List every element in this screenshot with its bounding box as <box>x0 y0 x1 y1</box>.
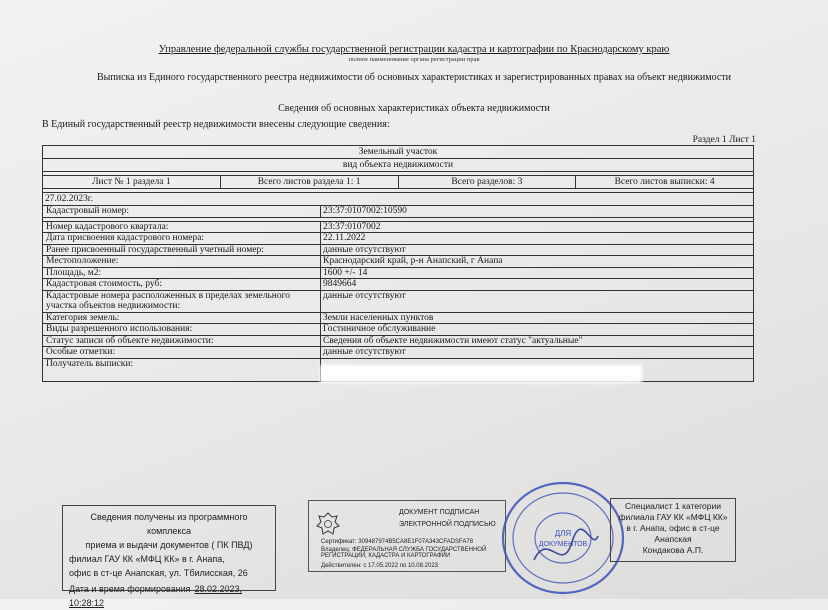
sheet-count-total: Всего листов выписки: 4 <box>614 177 715 187</box>
detail-label: Виды разрешенного использования: <box>43 324 321 335</box>
signature-line: ДОКУМЕНТ ПОДПИСАН <box>399 509 480 516</box>
certificate-number: Сертификат: 309487974B5CA8E1F07A343CFADSFA78 <box>321 539 474 545</box>
detail-label: Номер кадастрового квартала: <box>43 222 321 233</box>
specialist-line: филиала ГАУ КК «МФЦ КК» <box>618 512 728 522</box>
detail-row <box>43 268 753 280</box>
detail-value: данные отсутствуют <box>323 290 406 301</box>
specialist-name: Кондакова А.П. <box>642 545 704 555</box>
stamp-text-bottom: ДОКУМЕНТОВ <box>538 541 588 548</box>
sheet-count-section: Всего листов раздела 1: 1 <box>221 176 399 188</box>
detail-row <box>43 347 753 359</box>
object-kind: Земельный участок <box>358 147 438 157</box>
certificate-owner: Владелец: ФЕДЕРАЛЬНАЯ СЛУЖБА ГОСУДАРСТВЕННОЙ РЕГИСТРАЦИИ, КАДАСТРА И КАРТОГРАФИИ <box>321 547 487 559</box>
formation-date <box>69 582 269 610</box>
agency-title: Управление федеральной службы государственной регистрации кадастра и картографии по Краснодарскому краю <box>158 44 670 55</box>
detail-value: Краснодарский край, р-н Анапский, г Анапа <box>323 256 503 266</box>
detail-row <box>43 279 753 291</box>
detail-value: данные отсутствуют <box>323 347 406 357</box>
detail-row <box>43 291 753 313</box>
sheet-info-row <box>43 176 753 189</box>
source-line: офис в ст-це Анапская, ул. Тбилисская, 26 <box>69 568 248 578</box>
sheet-number: Лист № 1 раздела 1 <box>43 176 221 188</box>
detail-row <box>43 256 753 268</box>
detail-label: Статус записи об объекте недвижимости: <box>43 336 321 347</box>
round-stamp <box>500 480 626 596</box>
specialist-line: Специалист 1 категории <box>625 501 721 511</box>
emblem-icon <box>315 511 341 539</box>
page-reference: Раздел 1 Лист 1 <box>692 135 756 145</box>
detail-value: Гостиничное обслуживание <box>323 324 436 334</box>
detail-row <box>43 222 753 234</box>
specialist-line: в г. Анапа, офис в ст-це <box>626 523 720 533</box>
detail-value: 9849664 <box>323 279 357 289</box>
formation-date-label: Дата и время формирования <box>69 584 191 594</box>
cadastral-number-value: 23:37:0107002:10590 <box>323 206 407 216</box>
source-line: филиал ГАУ КК «МФЦ КК» в г. Анапа, <box>69 554 225 564</box>
object-kind-caption: вид объекта недвижимости <box>342 160 454 170</box>
stamp-text-top: ДЛЯ <box>554 529 572 538</box>
section-title: Сведения об основных характеристиках объекта недвижимости <box>278 103 550 114</box>
detail-label: Получатель выписки: <box>43 359 321 381</box>
redacted-recipient <box>322 367 640 381</box>
detail-value: 23:37:0107002 <box>323 221 381 232</box>
detail-label: Категория земель: <box>43 313 321 324</box>
detail-row <box>43 336 753 348</box>
agency-caption: полное наименование органа регистрации прав <box>348 56 480 63</box>
detail-label: Ранее присвоенный государственный учетный номер: <box>43 245 321 256</box>
detail-label: Площадь, м2: <box>43 268 321 279</box>
document-title: Выписка из Единого государственного реестра недвижимости об основных характеристиках и зарегистрированных правах на объект недвижимости <box>96 72 731 83</box>
detail-value: данные отсутствуют <box>323 244 406 255</box>
detail-value: Сведения об объекте недвижимости имеют статус "актуальные" <box>323 335 583 346</box>
detail-row <box>43 233 753 245</box>
detail-row <box>43 313 753 325</box>
formation-date-value: 28.02.2023, 10:28:12 <box>69 584 243 608</box>
digital-signature-box <box>308 500 506 572</box>
detail-value: 22.11.2022 <box>323 233 366 243</box>
issue-date: 27.02.2023г. <box>43 193 753 206</box>
detail-row <box>43 245 753 257</box>
cadastral-number-row <box>43 206 753 218</box>
cadastral-number-label: Кадастровый номер: <box>43 206 321 217</box>
specialist-line: Анапская <box>654 534 692 544</box>
source-info-box <box>62 505 276 608</box>
detail-value: 1600 +/- 14 <box>323 267 368 278</box>
detail-value: Земли населенных пунктов <box>323 312 434 323</box>
detail-label: Кадастровые номера расположенных в пределах земельного участка объектов недвижимости: <box>43 291 321 312</box>
detail-label: Местоположение: <box>43 256 321 267</box>
section-count: Всего разделов: 3 <box>399 176 577 188</box>
source-line: приема и выдачи документов ( ПК ПВД) <box>85 540 253 550</box>
source-line: Сведения получены из программного комплекса <box>90 512 248 536</box>
signature-line: ЭЛЕКТРОННОЙ ПОДПИСЬЮ <box>399 521 496 528</box>
detail-label: Особые отметки: <box>43 347 321 358</box>
detail-label: Дата присвоения кадастрового номера: <box>43 233 321 244</box>
info-table <box>42 145 754 382</box>
intro-text: В Единый государственный реестр недвижимости внесены следующие сведения: <box>42 119 390 130</box>
certificate-validity: Действителен: с 17.05.2022 по 10.08.2023 <box>321 563 438 569</box>
detail-row <box>43 324 753 336</box>
detail-label: Кадастровая стоимость, руб: <box>43 279 321 290</box>
specialist-box <box>610 498 736 562</box>
